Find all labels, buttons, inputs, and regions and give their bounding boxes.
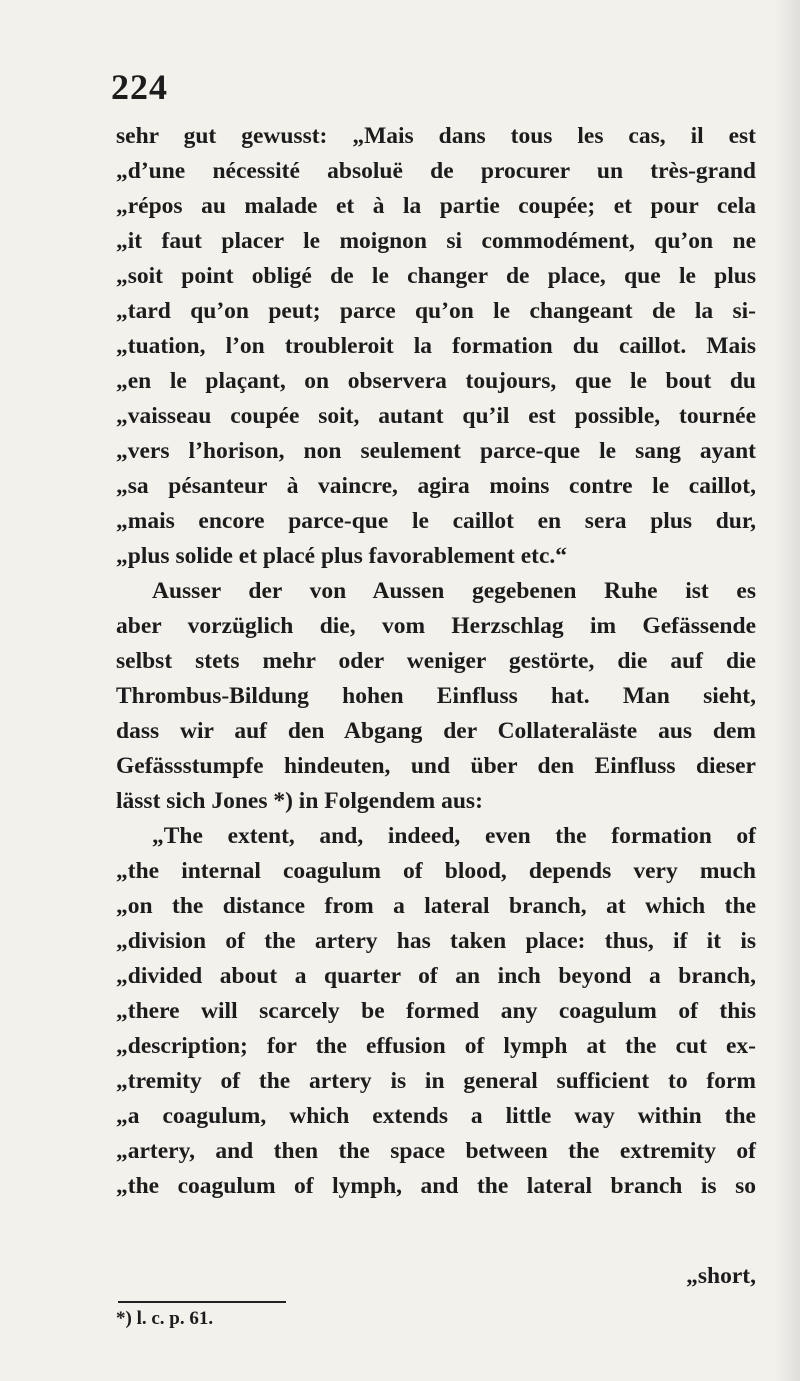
text-line: „division of the artery has taken place: thus, if it is bbox=[116, 928, 756, 954]
text-line: „vaisseau coupée soit, autant qu’il est possible, tournée bbox=[116, 403, 756, 429]
text-line: „there will scarcely be formed any coagulum of this bbox=[116, 998, 756, 1024]
text-line: sehr gut gewusst: „Mais dans tous les cas, il est bbox=[116, 123, 756, 149]
text-line: „it faut placer le moignon si commodément, qu’on ne bbox=[116, 228, 756, 254]
text-line: „sa pésanteur à vaincre, agira moins contre le caillot, bbox=[116, 473, 756, 499]
footnote: *) l. c. p. 61. bbox=[116, 1308, 214, 1329]
text-line: „the coagulum of lymph, and the lateral branch is so bbox=[116, 1173, 756, 1199]
page-number: 224 bbox=[111, 67, 168, 107]
text-line: „soit point obligé de le changer de place, que le plus bbox=[116, 263, 756, 289]
text-line: dass wir auf den Abgang der Collateraläste aus dem bbox=[116, 718, 756, 744]
text-line: „en le plaçant, on observera toujours, que le bout du bbox=[116, 368, 756, 394]
text-line: „artery, and then the space between the extremity of bbox=[116, 1138, 756, 1164]
footnote-rule bbox=[118, 1301, 286, 1303]
page-edge-shadow bbox=[774, 0, 800, 1381]
text-line: „tuation, l’on troubleroit la formation du caillot. Mais bbox=[116, 333, 756, 359]
text-line: lässt sich Jones *) in Folgendem aus: bbox=[116, 788, 483, 814]
text-line: „tard qu’on peut; parce qu’on le changeant de la si- bbox=[116, 298, 756, 324]
text-line: Gefässstumpfe hindeuten, und über den Einfluss dieser bbox=[116, 753, 756, 779]
text-line: „the internal coagulum of blood, depends very much bbox=[116, 858, 756, 884]
catchword: „short, bbox=[686, 1263, 756, 1289]
text-line: „a coagulum, which extends a little way within the bbox=[116, 1103, 756, 1129]
text-line: „d’une nécessité absoluë de procurer un très-grand bbox=[116, 158, 756, 184]
text-line: „mais encore parce-que le caillot en sera plus dur, bbox=[116, 508, 756, 534]
text-line: „divided about a quarter of an inch beyond a branch, bbox=[116, 963, 756, 989]
text-line: Thrombus-Bildung hohen Einfluss hat. Man sieht, bbox=[116, 683, 756, 709]
text-line: „répos au malade et à la partie coupée; et pour cela bbox=[116, 193, 756, 219]
text-line: aber vorzüglich die, vom Herzschlag im Gefässende bbox=[116, 613, 756, 639]
text-line: „description; for the effusion of lymph at the cut ex- bbox=[116, 1033, 756, 1059]
text-line: „The extent, and, indeed, even the formation of bbox=[152, 823, 756, 849]
text-line: „vers l’horison, non seulement parce-que le sang ayant bbox=[116, 438, 756, 464]
text-line: selbst stets mehr oder weniger gestörte, die auf die bbox=[116, 648, 756, 674]
text-line: Ausser der von Aussen gegebenen Ruhe ist es bbox=[152, 578, 756, 604]
text-line: „on the distance from a lateral branch, at which the bbox=[116, 893, 756, 919]
text-line: „plus solide et placé plus favorablement etc.“ bbox=[116, 543, 568, 569]
text-line: „tremity of the artery is in general sufficient to form bbox=[116, 1068, 756, 1094]
